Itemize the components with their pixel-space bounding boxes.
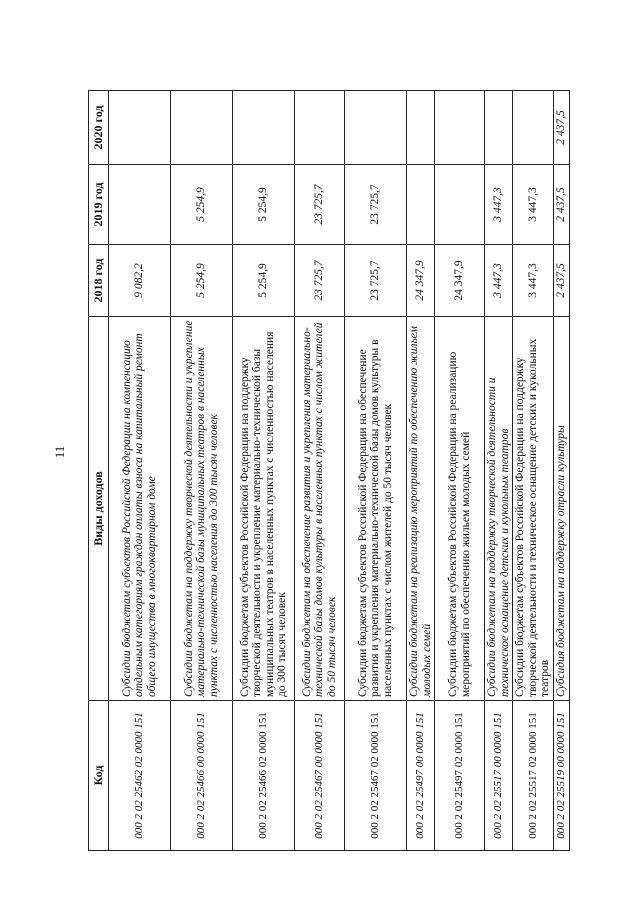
row-2019 — [109, 165, 171, 245]
table-row — [407, 91, 435, 851]
row-code: 000 2 02 25497 00 0000 151 — [407, 701, 435, 851]
row-2019: 3 447,3 — [485, 165, 513, 245]
row-2020 — [345, 91, 407, 165]
header-2019: 2019 год — [89, 165, 109, 245]
table-header-row — [89, 91, 109, 851]
row-desc: Субсидии бюджетам субъектов Российской Федерации на поддержку творческой деятельности и техническое оснащение детских и кукольных театров — [513, 317, 554, 701]
row-desc: Субсидии бюджетам на поддержку творческой деятельности и техническое оснащение детских и кукольных театров — [485, 317, 513, 701]
header-2020: 2020 год — [89, 91, 109, 165]
row-2019: 3 447,3 — [513, 165, 554, 245]
row-2018: 3 447,3 — [513, 245, 554, 317]
row-2018: 23 725,7 — [295, 245, 345, 317]
row-code: 000 2 02 25467 00 0000 151 — [295, 701, 345, 851]
page-number-text: 11 — [52, 445, 67, 459]
row-desc: Субсидии бюджетам субъектов Российской Федерации на компенсацию отдельным категориям граждан оплаты взноса на капитальный ремонт общего имущества в многоквартирном доме — [109, 317, 171, 701]
row-2019: 23 725,7 — [295, 165, 345, 245]
table-row — [109, 91, 171, 851]
table-row — [345, 91, 407, 851]
row-2018: 23 725,7 — [345, 245, 407, 317]
row-code: 000 2 02 25517 00 0000 151 — [485, 701, 513, 851]
row-2020 — [435, 91, 485, 165]
row-2018: 3 447,3 — [485, 245, 513, 317]
table-row — [513, 91, 554, 851]
row-desc: Субсидии бюджетам на обеспечение развития и укрепления материально-технической базы домов культуры в населенных пунктах с числом жителей до 50 тысяч человек — [295, 317, 345, 701]
table-row — [171, 91, 233, 851]
row-2019 — [435, 165, 485, 245]
row-code: 000 2 02 25517 02 0000 151 — [513, 701, 554, 851]
row-code: 000 2 02 25467 02 0000 151 — [345, 701, 407, 851]
row-desc: Субсидия бюджетам на поддержку отрасли культуры — [553, 317, 569, 701]
row-desc: Субсидии бюджетам на поддержку творческой деятельности и укрепление материально-технической базы муниципальных театров в населенных пунктах с численностью населения до 300 тысяч человек — [171, 317, 233, 701]
row-2018: 5 254,9 — [171, 245, 233, 317]
row-2020 — [233, 91, 295, 165]
table-wrapper — [88, 91, 567, 851]
row-2019: 5 254,9 — [171, 165, 233, 245]
row-2018: 2 437,5 — [553, 245, 569, 317]
table-row — [295, 91, 345, 851]
row-2019: 23 725,7 — [345, 165, 407, 245]
row-2018: 9 082,2 — [109, 245, 171, 317]
row-desc: Субсидии бюджетам субъектов Российской Федерации на обеспечение развития и укрепления материально-технической базы домов культуры в населенных пунктах с числом жителей до 50 тысяч человек — [345, 317, 407, 701]
row-2020 — [109, 91, 171, 165]
table-row — [553, 91, 569, 851]
header-code: Код — [89, 701, 109, 851]
row-code: 000 2 02 25462 02 0000 151 — [109, 701, 171, 851]
row-2020: 2 437,5 — [553, 91, 569, 165]
table-row — [233, 91, 295, 851]
row-desc: Субсидии бюджетам субъектов Российской Федерации на поддержку творческой деятельности и укрепление материально-технической базы муниципальных театров в населенных пунктах с численностью населения до 300 тысяч человек — [233, 317, 295, 701]
row-2020 — [407, 91, 435, 165]
row-code: 000 2 02 25466 02 0000 151 — [233, 701, 295, 851]
row-code: 000 2 02 25497 02 0000 151 — [435, 701, 485, 851]
row-2020 — [171, 91, 233, 165]
table-rotated-container — [88, 91, 567, 851]
row-2019: 5 254,9 — [233, 165, 295, 245]
header-desc: Виды доходов — [89, 317, 109, 701]
row-2018: 5 254,9 — [233, 245, 295, 317]
row-2018: 24 347,9 — [407, 245, 435, 317]
row-desc: Субсидии бюджетам субъектов Российской Федерации на реализацию мероприятий по обеспечению жильем молодых семей — [435, 317, 485, 701]
table-row — [435, 91, 485, 851]
header-2018: 2018 год — [89, 245, 109, 317]
row-2018: 24 347,9 — [435, 245, 485, 317]
row-desc: Субсидии бюджетам на реализацию мероприятий по обеспечению жильем молодых семей — [407, 317, 435, 701]
row-code: 000 2 02 25519 00 0000 151 — [553, 701, 569, 851]
revenue-table — [88, 90, 570, 851]
row-code: 000 2 02 25466 00 0000 151 — [171, 701, 233, 851]
row-2020 — [513, 91, 554, 165]
row-2019 — [407, 165, 435, 245]
row-2020 — [485, 91, 513, 165]
row-2019: 2 437,5 — [553, 165, 569, 245]
row-2020 — [295, 91, 345, 165]
table-row — [485, 91, 513, 851]
